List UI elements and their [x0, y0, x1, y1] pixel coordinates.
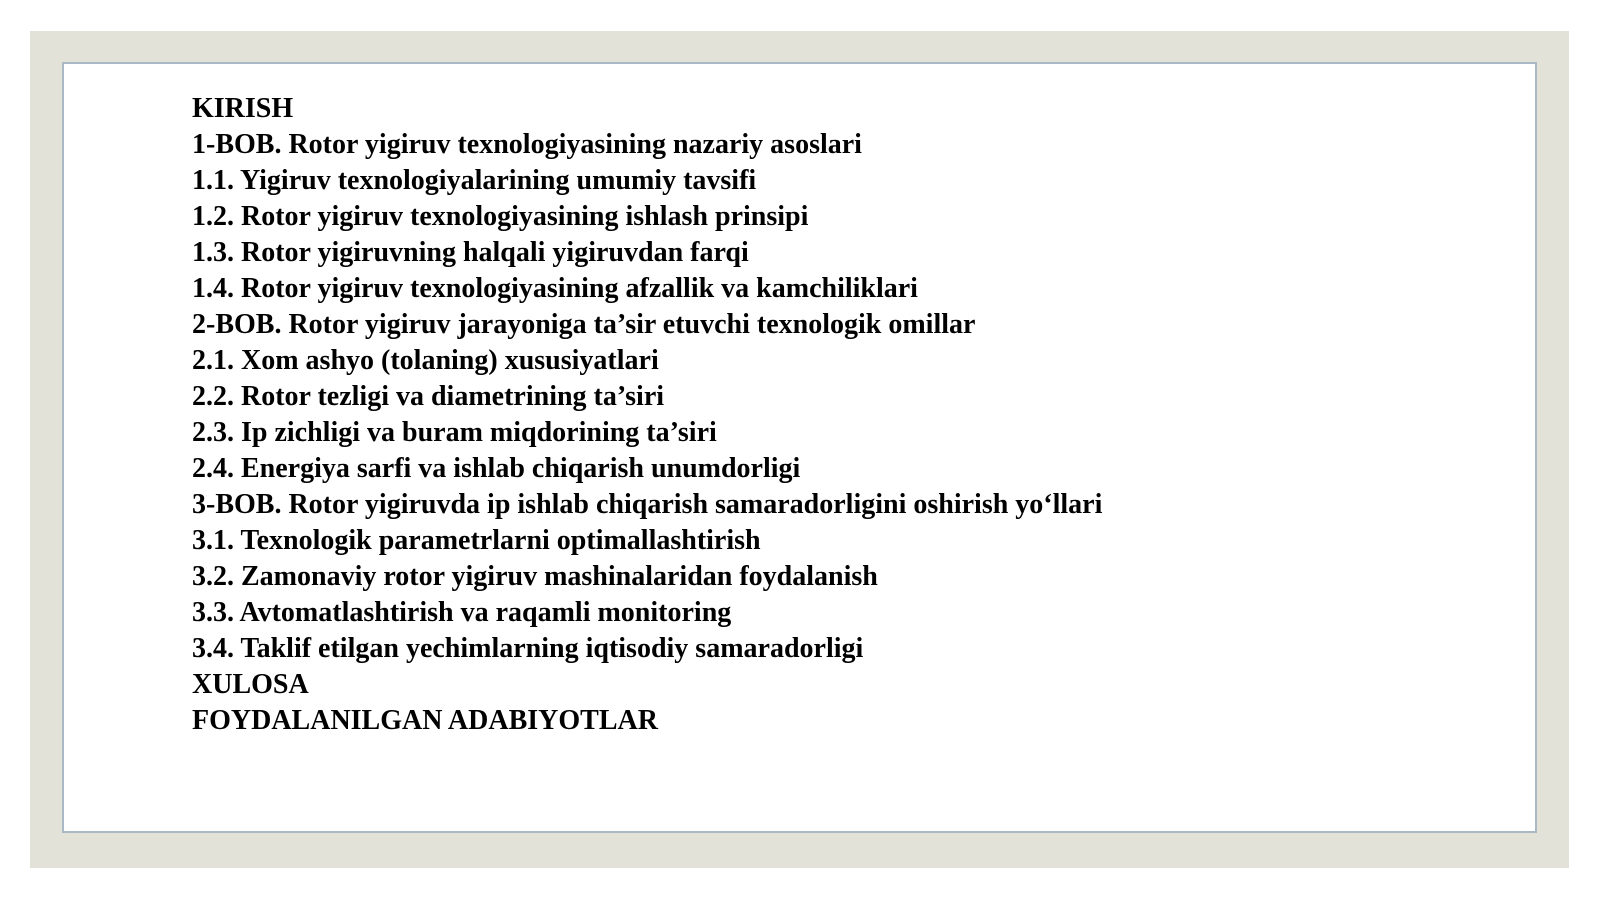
- toc-item-1-1: 1.1. Yigiruv texnologiyalarining umumiy tavsifi: [192, 165, 757, 196]
- toc-item-1-3: 1.3. Rotor yigiruvning halqali yigiruvdan farqi: [192, 237, 749, 268]
- toc-item-3-3: 3.3. Avtomatlashtirish va raqamli monitoring: [192, 597, 732, 628]
- toc-item-chapter-1: 1-BOB. Rotor yigiruv texnologiyasining nazariy asoslari: [192, 129, 862, 160]
- toc-item-chapter-3: 3-BOB. Rotor yigiruvda ip ishlab chiqarish samaradorligini oshirish yo‘llari: [192, 489, 1103, 520]
- toc-item-conclusion: XULOSA: [192, 669, 309, 700]
- toc-item-2-2: 2.2. Rotor tezligi va diametrining ta’siri: [192, 381, 665, 412]
- toc-item-chapter-2: 2-BOB. Rotor yigiruv jarayoniga ta’sir etuvchi texnologik omillar: [192, 309, 976, 340]
- toc-item-2-4: 2.4. Energiya sarfi va ishlab chiqarish unumdorligi: [192, 453, 801, 484]
- toc-item-3-2: 3.2. Zamonaviy rotor yigiruv mashinalaridan foydalanish: [192, 561, 878, 592]
- slide-content-area: [62, 62, 1537, 833]
- toc-item-intro: KIRISH: [192, 93, 294, 124]
- toc-item-2-3: 2.3. Ip zichligi va buram miqdorining ta’siri: [192, 417, 717, 448]
- toc-item-1-4: 1.4. Rotor yigiruv texnologiyasining afzallik va kamchiliklari: [192, 273, 918, 304]
- toc-item-references: FOYDALANILGAN ADABIYOTLAR: [192, 705, 658, 736]
- toc-item-3-1: 3.1. Texnologik parametrlarni optimallashtirish: [192, 525, 761, 556]
- slide-frame: [30, 31, 1569, 868]
- toc-item-3-4: 3.4. Taklif etilgan yechimlarning iqtisodiy samaradorligi: [192, 633, 864, 664]
- toc-item-1-2: 1.2. Rotor yigiruv texnologiyasining ishlash prinsipi: [192, 201, 809, 232]
- table-of-contents: [192, 91, 1102, 739]
- toc-item-2-1: 2.1. Xom ashyo (tolaning) xususiyatlari: [192, 345, 659, 376]
